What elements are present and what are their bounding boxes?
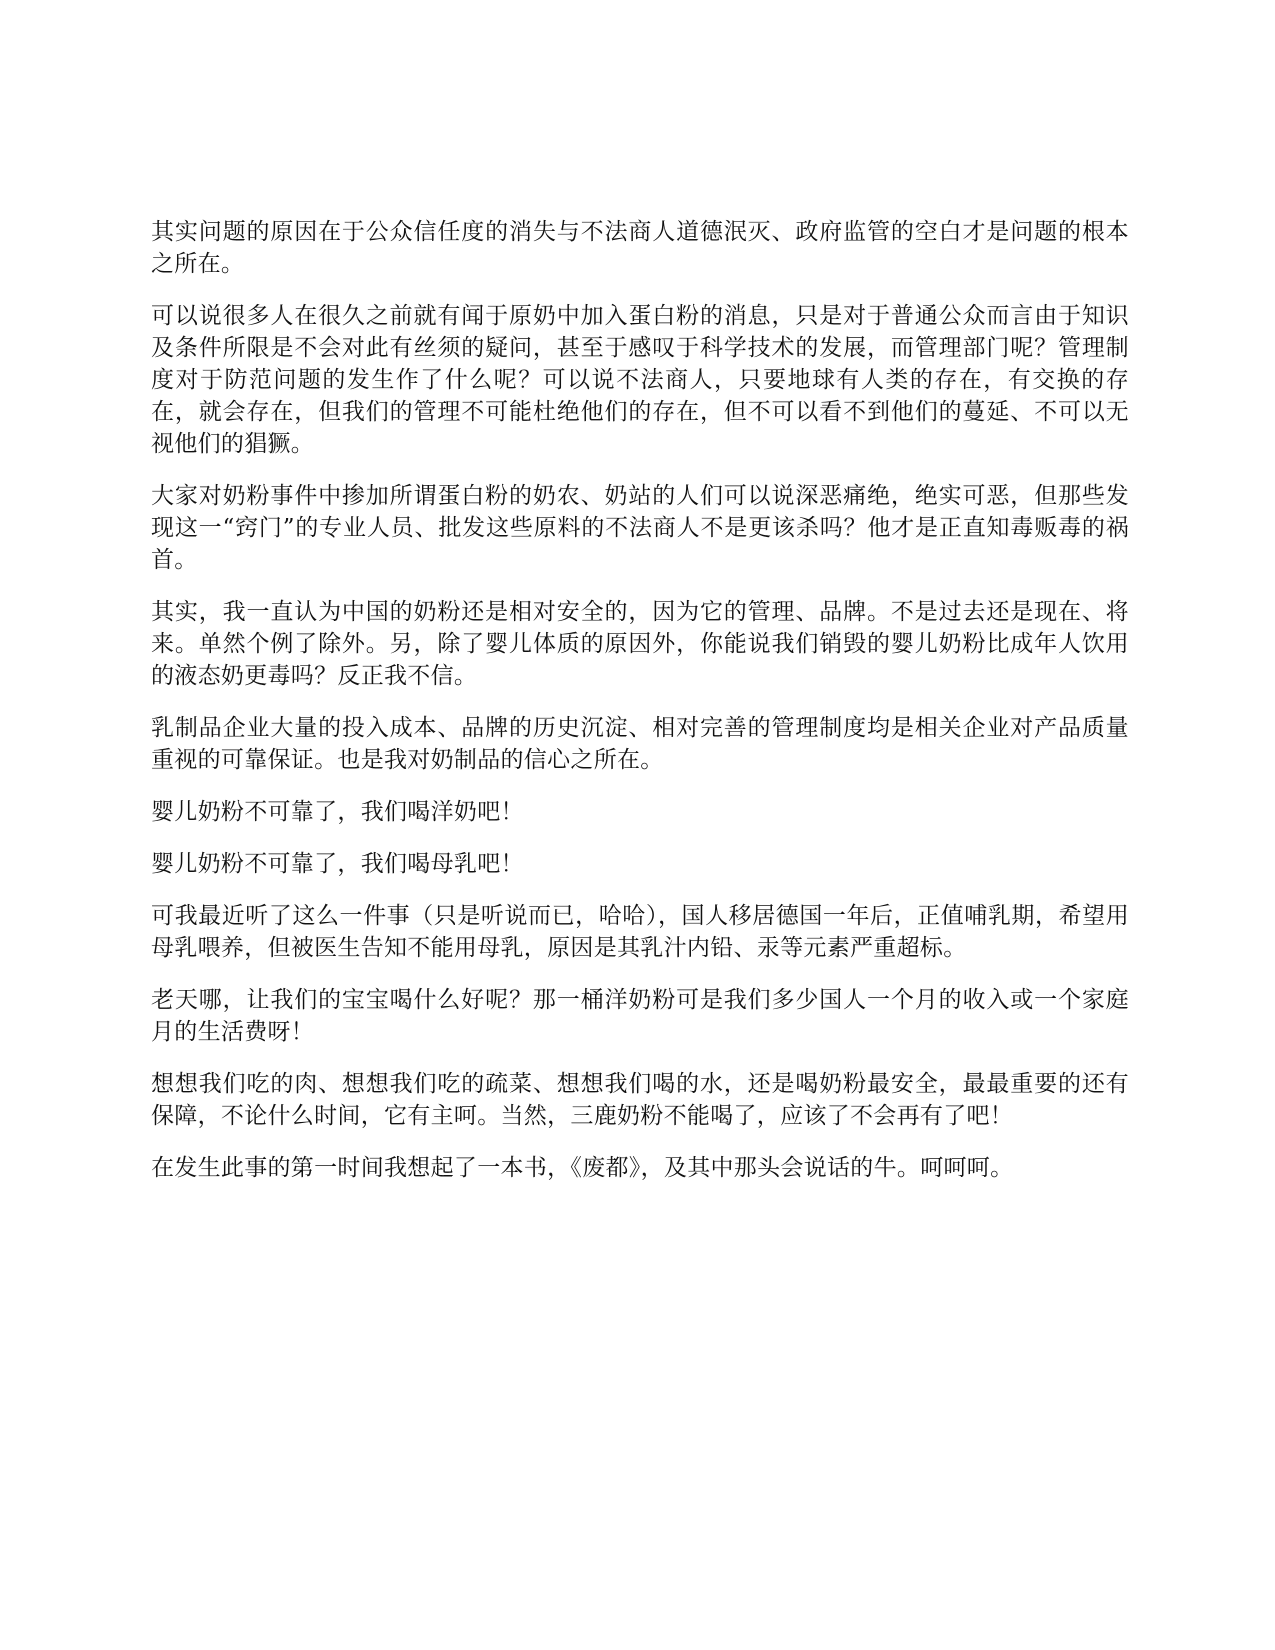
paragraph-8: 可我最近听了这么一件事（只是听说而已，哈哈），国人移居德国一年后，正值哺乳期，希望用母乳喂养，但被医生告知不能用母乳，原因是其乳汁内铅、汞等元素严重超标。 <box>151 903 1129 961</box>
paragraph-6: 婴儿奶粉不可靠了，我们喝洋奶吧！ <box>151 799 524 825</box>
paragraph-10: 想想我们吃的肉、想想我们吃的疏菜、想想我们喝的水，还是喝奶粉最安全，最最重要的还有保障，不论什么时间，它有主呵。当然，三鹿奶粉不能喝了，应该了不会再有了吧！ <box>151 1071 1129 1129</box>
paragraph-1: 其实问题的原因在于公众信任度的消失与不法商人道德泯灭、政府监管的空白才是问题的根本之所在。 <box>151 219 1129 277</box>
paragraph-5: 乳制品企业大量的投入成本、品牌的历史沉淀、相对完善的管理制度均是相关企业对产品质量重视的可靠保证。也是我对奶制品的信心之所在。 <box>151 715 1129 773</box>
document-body <box>151 216 1129 1204</box>
paragraph-7: 婴儿奶粉不可靠了，我们喝母乳吧！ <box>151 851 524 877</box>
paragraph-3: 大家对奶粉事件中掺加所谓蛋白粉的奶农、奶站的人们可以说深恶痛绝，绝实可恶，但那些发现这一“窍门”的专业人员、批发这些原料的不法商人不是更该杀吗？他才是正直知毒贩毒的祸首。 <box>151 483 1129 573</box>
paragraph-11: 在发生此事的第一时间我想起了一本书，《废都》，及其中那头会说话的牛。呵呵呵。 <box>151 1155 1014 1181</box>
paragraph-9: 老天哪，让我们的宝宝喝什么好呢？那一桶洋奶粉可是我们多少国人一个月的收入或一个家庭月的生活费呀！ <box>151 987 1129 1045</box>
paragraph-2: 可以说很多人在很久之前就有闻于原奶中加入蛋白粉的消息，只是对于普通公众而言由于知识及条件所限是不会对此有丝须的疑问，甚至于感叹于科学技术的发展，而管理部门呢？管理制度对于防范问题的发生作了什么呢？可以说不法商人，只要地球有人类的存在，有交换的存在，就会存在，但我们的管理不可能杜绝他们的存在，但不可以看不到他们的蔓延、不可以无视他们的猖獗。 <box>151 303 1129 457</box>
paragraph-4: 其实，我一直认为中国的奶粉还是相对安全的，因为它的管理、品牌。不是过去还是现在、将来。单然个例了除外。另，除了婴儿体质的原因外，你能说我们销毁的婴儿奶粉比成年人饮用的液态奶更毒吗？反正我不信。 <box>151 599 1129 689</box>
